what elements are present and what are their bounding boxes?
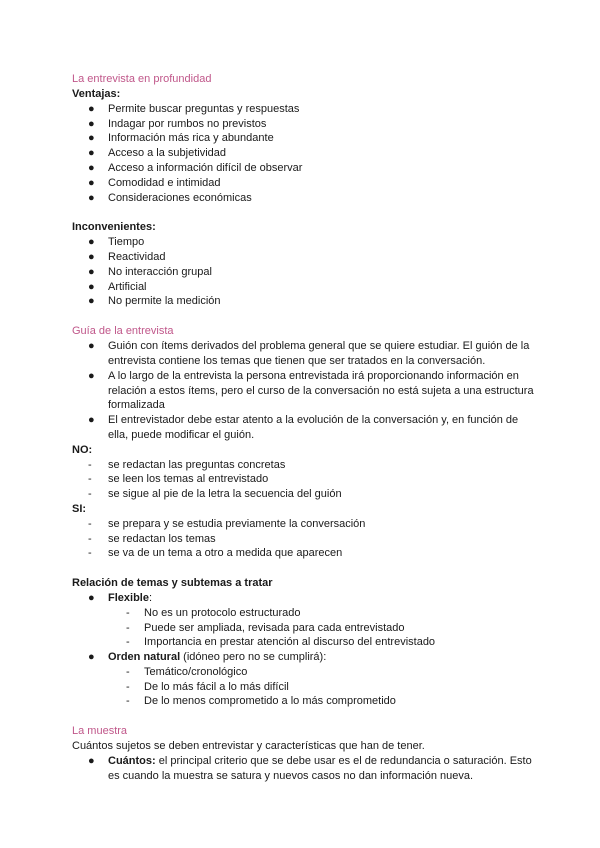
list-item: - De lo menos comprometido a lo más comprometido (126, 695, 396, 708)
no-label: NO: (72, 443, 93, 456)
flexible-list (72, 606, 540, 650)
list-item: ● Orden natural (idóneo pero no se cumplirá): (88, 651, 327, 664)
list-item: ● Acceso a información difícil de observar (88, 161, 303, 174)
guia-list (72, 339, 540, 443)
list-item: ● Consideraciones económicas (88, 191, 252, 204)
bullet-icon: ● (88, 191, 95, 204)
section-heading-guia: Guía de la entrevista (72, 325, 174, 338)
no-list (72, 458, 540, 502)
bullet-icon: ● (88, 265, 95, 278)
list-item: ● El entrevistador debe estar atento a la evolución de la conversación y, en función de ella, puede modificar el guión. (88, 414, 519, 441)
section-heading-muestra: La muestra (72, 725, 128, 738)
dash-icon: - (88, 547, 92, 560)
inconvenientes-list (72, 235, 540, 309)
flexible-label: Flexible (108, 591, 149, 604)
dash-icon: - (126, 606, 130, 619)
list-item: - se va de un tema a otro a medida que aparecen (88, 547, 343, 560)
list-item: ● Tiempo (88, 236, 145, 249)
list-item: ● Cuántos: el principal criterio que se debe usar es el de redundancia o saturación. Esto es cuando la muestra se satura y nuevos casos no dan información nueva. (88, 755, 532, 782)
list-item: - se redactan los temas (88, 532, 216, 545)
bullet-icon: ● (88, 591, 95, 604)
relacion-list (72, 591, 540, 606)
dash-icon: - (126, 665, 130, 678)
list-item: - Puede ser ampliada, revisada para cada entrevistado (126, 621, 405, 634)
bullet-icon: ● (88, 176, 95, 189)
list-item: - De lo más fácil a lo más difícil (126, 680, 289, 693)
ventajas-label: Ventajas: (72, 88, 121, 100)
list-item: ● Flexible: (88, 591, 153, 604)
bullet-icon: ● (88, 369, 95, 382)
list-item: ● Guión con ítems derivados del problema general que se quiere estudiar. El guión de la entrevista contiene los temas que tienen que ser tratados en la conversación. (88, 340, 530, 367)
dash-icon: - (88, 488, 92, 501)
list-item: ● Artificial (88, 280, 147, 293)
orden-bullet (72, 650, 540, 665)
relacion-title: Relación de temas y subtemas a tratar (72, 577, 273, 590)
list-item: ● Indagar por rumbos no previstos (88, 117, 267, 130)
list-item: ● A lo largo de la entrevista la persona entrevistada irá proporcionando información en relación a estos ítems, pero el curso de la conversación no está sujeta a una estructura formalizada (88, 369, 534, 412)
bullet-icon: ● (88, 755, 95, 768)
bullet-icon: ● (88, 236, 95, 249)
si-list (72, 517, 540, 561)
bullet-icon: ● (88, 414, 95, 427)
muestra-intro: Cuántos sujetos se deben entrevistar y características que han de tener. (72, 740, 425, 753)
dash-icon: - (126, 636, 130, 649)
list-item: - se prepara y se estudia previamente la conversación (88, 517, 366, 530)
dash-icon: - (88, 517, 92, 530)
dash-icon: - (88, 532, 92, 545)
list-item: ● No interacción grupal (88, 265, 212, 278)
bullet-icon: ● (88, 161, 95, 174)
list-item: ● No permite la medición (88, 295, 221, 308)
list-item: - se leen los temas al entrevistado (88, 473, 269, 486)
list-item: - No es un protocolo estructurado (126, 606, 301, 619)
list-item: - Temático/cronológico (126, 665, 248, 678)
bullet-icon: ● (88, 132, 95, 145)
bullet-icon: ● (88, 295, 95, 308)
list-item: - se sigue al pie de la letra la secuencia del guión (88, 488, 342, 501)
bullet-icon: ● (88, 117, 95, 130)
bullet-icon: ● (88, 651, 95, 664)
bullet-icon: ● (88, 250, 95, 263)
dash-icon: - (126, 680, 130, 693)
list-item: ● Permite buscar preguntas y respuestas (88, 102, 300, 115)
list-item: ● Información más rica y abundante (88, 132, 274, 145)
list-item: - Importancia en prestar atención al discurso del entrevistado (126, 636, 436, 649)
muestra-list (72, 754, 540, 784)
cuantos-label: Cuántos: (108, 755, 156, 768)
list-item: ● Reactividad (88, 250, 166, 263)
si-label: SI: (72, 502, 87, 515)
dash-icon: - (88, 458, 92, 471)
dash-icon: - (126, 621, 130, 634)
inconvenientes-label: Inconvenientes: (72, 221, 156, 234)
bullet-icon: ● (88, 102, 95, 115)
orden-label: Orden natural (108, 651, 181, 664)
dash-icon: - (88, 473, 92, 486)
orden-list (72, 665, 540, 709)
list-item: ● Acceso a la subjetividad (88, 147, 227, 160)
dash-icon: - (126, 695, 130, 708)
bullet-icon: ● (88, 280, 95, 293)
list-item: ● Comodidad e intimidad (88, 176, 221, 189)
section-heading-entrevista: La entrevista en profundidad (72, 73, 212, 85)
bullet-icon: ● (88, 340, 95, 353)
ventajas-list (72, 102, 540, 206)
list-item: - se redactan las preguntas concretas (88, 458, 286, 471)
bullet-icon: ● (88, 147, 95, 160)
